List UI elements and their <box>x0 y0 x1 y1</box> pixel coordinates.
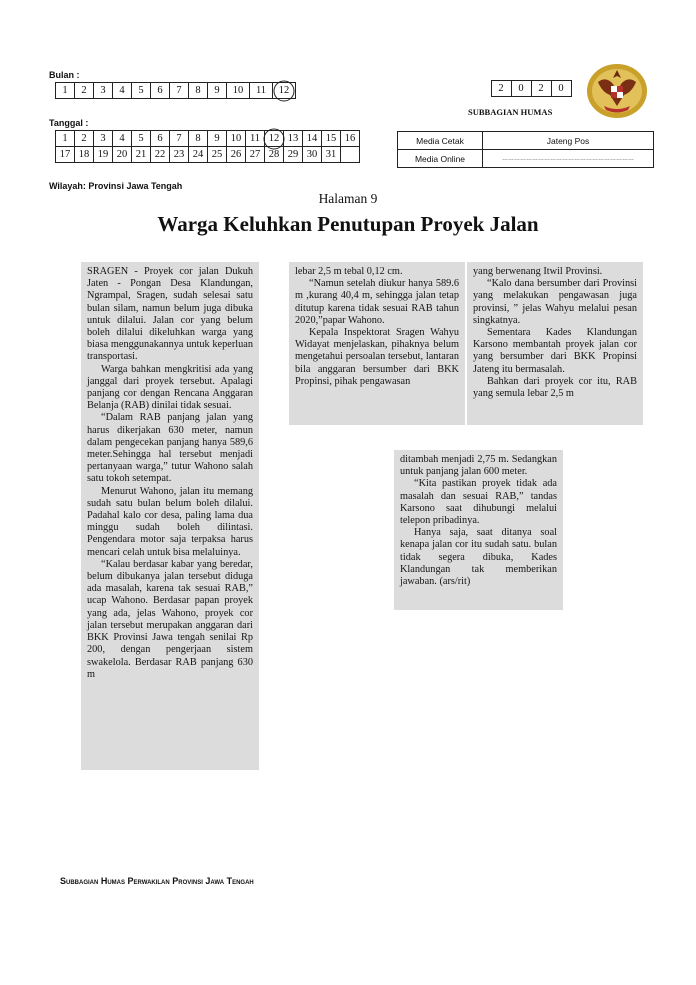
date-cell: 3 <box>94 131 113 147</box>
month-cell: 5 <box>132 83 151 99</box>
page-number: Halaman 9 <box>318 191 378 206</box>
article-column-3 <box>467 262 643 425</box>
year-digit: 0 <box>552 81 572 97</box>
date-cell: 30 <box>303 147 322 163</box>
year-box <box>491 80 572 97</box>
date-cell: 28 <box>265 147 284 163</box>
month-cell: 3 <box>94 83 113 99</box>
date-cell: 7 <box>170 131 189 147</box>
date-cell <box>341 147 360 163</box>
month-cell: 10 <box>227 83 250 99</box>
bulan-label: Bulan : <box>49 70 80 80</box>
month-row <box>56 83 296 99</box>
article-title: Warga Keluhkan Penutupan Proyek Jalan <box>157 212 539 236</box>
date-cell: 21 <box>132 147 151 163</box>
date-cell: 16 <box>341 131 360 147</box>
date-cell: 24 <box>189 147 208 163</box>
month-cell: 9 <box>208 83 227 99</box>
article-paragraph: Bahkan dari proyek cor itu, RAB yang semula lebar 2,5 m <box>473 375 637 400</box>
date-row <box>56 131 360 147</box>
media-cetak-label: Media Cetak <box>398 132 483 150</box>
date-cell: 20 <box>113 147 132 163</box>
date-cell: 4 <box>113 131 132 147</box>
month-cell: 6 <box>151 83 170 99</box>
date-cell: 6 <box>151 131 170 147</box>
date-cell: 31 <box>322 147 341 163</box>
month-table <box>55 82 296 99</box>
garuda-emblem-icon <box>586 62 648 120</box>
date-cell: 12 <box>265 131 284 147</box>
article-paragraph: “Dalam RAB panjang jalan yang harus dikerjakan 630 meter, namun dalam pengecekan panjang hanya 589,6 meter.Sehingga hal tersebut menjadi pertanyaan warga,” tutur Wahono salah satu tokoh setempat. <box>87 412 253 485</box>
date-cell: 14 <box>303 131 322 147</box>
article-paragraph: Kepala Inspektorat Sragen Wahyu Widayat menjelaskan, pihaknya belum mengetahui persoalan tersebut, lantaran bila anggaran bersumber dari BKK Propinsi, pihak pengawasan <box>295 327 459 387</box>
date-cell: 5 <box>132 131 151 147</box>
date-cell: 17 <box>56 147 75 163</box>
article-paragraph: Sementara Kades Klandungan Karsono membantah proyek jalan cor yang bersumber dari BKK Propinsi Jateng itu bermasalah. <box>473 327 637 375</box>
tanggal-label: Tanggal : <box>49 118 89 128</box>
date-cell: 29 <box>284 147 303 163</box>
footer-text: Subbagian Humas Perwakilan Provinsi Jawa Tengah <box>60 876 254 886</box>
article-paragraph: ditambah menjadi 2,75 m. Sedangkan untuk panjang jalan 600 meter. <box>400 454 557 478</box>
month-cell: 8 <box>189 83 208 99</box>
date-cell: 19 <box>94 147 113 163</box>
media-cetak-value: Jateng Pos <box>483 132 654 150</box>
date-cell: 9 <box>208 131 227 147</box>
article-paragraph: SRAGEN - Proyek cor jalan Dukuh Jaten - Pongan Desa Klandungan, Ngrampal, Sragen, sudah selesai satu bulan silam, namun belum juga dibuka untuk dilalui. Jalan cor yang belum boleh dilalui dikeluhkan warga yang biasa menggunakannya untuk keperluan transportasi. <box>87 266 253 363</box>
date-cell: 18 <box>75 147 94 163</box>
date-cell: 10 <box>227 131 246 147</box>
date-cell: 1 <box>56 131 75 147</box>
article-column-2 <box>289 262 465 425</box>
date-cell: 25 <box>208 147 227 163</box>
date-cell: 8 <box>189 131 208 147</box>
article-paragraph: “Namun setelah diukur hanya 589.6 m ,kurang 40,4 m, sehingga jalan tetap ditutup karena tidak sesuai RAB tahun 2020,”papar Wahono. <box>295 278 459 326</box>
date-cell: 22 <box>151 147 170 163</box>
month-cell: 11 <box>250 83 273 99</box>
month-cell: 7 <box>170 83 189 99</box>
date-cell: 27 <box>246 147 265 163</box>
year-digit: 0 <box>512 81 532 97</box>
article-paragraph: “Kalo dana bersumber dari Provinsi yang melakukan pengawasan juga provinsi, ” jelas Wahyu melalui pesan singkatnya. <box>473 278 637 326</box>
date-cell: 23 <box>170 147 189 163</box>
date-row <box>56 147 360 163</box>
article-paragraph: yang berwenang Itwil Provinsi. <box>473 266 603 277</box>
article-paragraph: “Kalau berdasar kabar yang beredar, belum dibukanya jalan tersebut diduga ada masalah, karena tak sesuai RAB,” ucap Wahono. Berdasar papan proyek yang ada, jelas Wahono, proyek cor jalan tersebut merupakan anggaran dari BKK Provinsi Jawa tengah senilai Rp 200, dengan pengerjaan sistem swakelola. Berdasar RAB panjang 630 m <box>87 558 253 680</box>
article-column-4 <box>394 450 563 610</box>
year-digit: 2 <box>532 81 552 97</box>
year-digit: 2 <box>492 81 512 97</box>
article-paragraph: Warga bahkan mengkritisi ada yang janggal dari proyek tersebut. Apalagi panjang cor dengan Rencana Anggaran Belanja (RAB) dinilai tidak sesuai. <box>87 363 253 412</box>
month-cell: 1 <box>56 83 75 99</box>
date-cell: 13 <box>284 131 303 147</box>
wilayah-label: Wilayah: Provinsi Jawa Tengah <box>49 181 183 191</box>
article-paragraph: “Kita pastikan proyek tidak ada masalah dan sesuai RAB,” tandas Karsono saat dihubungi melalui telepon pribadinya. <box>400 478 557 527</box>
date-cell: 26 <box>227 147 246 163</box>
month-cell: 2 <box>75 83 94 99</box>
article-paragraph: lebar 2,5 m tebal 0,12 cm. <box>295 266 403 277</box>
article-paragraph: Hanya saja, saat ditanya soal kenapa jalan cor itu sudah satu. bulan tidak segera dibuka, Kades Klandungan tak memberikan jawaban. (ars/rit) <box>400 527 557 588</box>
article-column-1 <box>81 262 259 770</box>
article-paragraph: Menurut Wahono, jalan itu memang sudah satu bulan belum boleh dilalui. Padahal kalo cor desa, paling lama dua minggu sudah boleh dilintasi. Pengendara motor saja terpaksa harus mencari celah untuk bisa melaluinya. <box>87 485 253 558</box>
media-online-label: Media Online <box>398 150 483 168</box>
media-table <box>397 131 654 168</box>
department-label: SUBBAGIAN HUMAS <box>468 107 553 117</box>
month-cell: 4 <box>113 83 132 99</box>
date-cell: 11 <box>246 131 265 147</box>
media-online-value: ………………………………………………………… <box>483 150 654 168</box>
date-table <box>55 130 360 163</box>
date-cell: 2 <box>75 131 94 147</box>
date-cell: 15 <box>322 131 341 147</box>
month-cell: 12 <box>273 83 296 99</box>
